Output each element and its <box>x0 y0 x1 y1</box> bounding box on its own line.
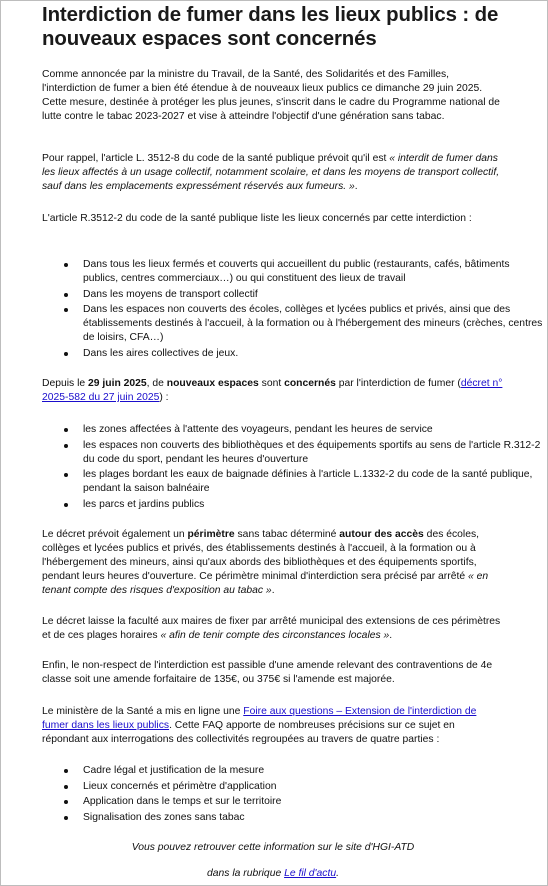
footer-line-2 <box>42 867 504 881</box>
amende-paragraph: Enfin, le non-respect de l'interdiction est passible d'une amende relevant des contraventions de 4e classe soit une amende forfaitaire de 135€, ou 375€ si l'amende est majorée. <box>42 660 493 685</box>
depuis-nouveaux: nouveaux espaces <box>166 378 259 389</box>
decret-perimetre: périmètre <box>187 529 235 540</box>
rappel-suffix: . <box>354 181 358 192</box>
depuis-text: par l'interdiction de fumer ( <box>335 378 461 389</box>
list-item: les zones affectées à l'attente des voyageurs, pendant les heures de service <box>83 423 545 437</box>
list-item: les plages bordant les eaux de baignade définies à l'article L.1332-2 du code de la santé publique, pendant la saison balnéaire <box>83 468 545 496</box>
list-item: Dans les aires collectives de jeux. <box>83 347 545 361</box>
parties-list <box>42 764 545 826</box>
decret-paragraph <box>42 528 504 598</box>
intro-paragraph: Comme annoncée par la ministre du Travail, de la Santé, des Solidarités et des Familles, l'interdiction de fumer a bien été étendue à de nouveaux lieux publics ce dimanche 29 juin 2025. Cette mesure, destinée à protéger les plus jeunes, s'inscrit dans le cadre du Programme national de lutte contre le tabac 2023-2027 et vise à atteindre l'objectif d'une génération sans tabac. <box>42 69 500 122</box>
faq-paragraph <box>42 705 504 747</box>
list-item: Lieux concernés et périmètre d'application <box>83 780 545 794</box>
rappel-quote: « interdit de fumer dans les lieux affectés à un usage collectif, notamment scolaire, et dans les moyens de transport collectif, sauf dans les emplacements expressément réservés aux fumeurs. » <box>42 153 500 192</box>
lieux-list <box>42 258 545 362</box>
nouveaux-lieux-list <box>42 423 545 513</box>
decret-text: sans tabac déterminé <box>234 529 340 540</box>
maires-text: . <box>389 630 393 641</box>
faq-link[interactable]: Foire aux questions – Extension de l'interdiction de fumer dans les lieux publics <box>42 706 477 731</box>
decret-quote: « en tenant compte des risques d'exposition au tabac » <box>42 571 489 596</box>
list-item: Dans les espaces non couverts des écoles, collèges et lycées publics et privés, ainsi que des établissements destinés à l'accueil, à la formation ou à l'hébergement des mineurs (crèches, centres de loisirs, CFA…) <box>83 303 545 345</box>
footer-line-1: Vous pouvez retrouver cette information sur le site d'HGI-ATD <box>131 842 415 853</box>
rappel-paragraph <box>42 152 504 194</box>
fil-actu-link[interactable]: Le fil d'actu <box>284 868 337 879</box>
depuis-paragraph <box>42 377 504 405</box>
article-r-paragraph: L'article R.3512-2 du code de la santé publique liste les lieux concernés par cette interdiction : <box>42 213 472 224</box>
list-item: Cadre légal et justification de la mesure <box>83 764 545 778</box>
article <box>42 0 543 879</box>
decret-link[interactable]: décret n° 2025-582 du 27 juin 2025 <box>42 378 503 403</box>
depuis-text: Depuis le <box>42 378 88 389</box>
depuis-text: , de <box>146 378 167 389</box>
depuis-text: ) : <box>159 392 169 403</box>
depuis-text: sont <box>258 378 285 389</box>
decret-text: des écoles, collèges et lycées publics et privés, des établissements destinés à l'accueil, à la formation ou à l'hébergement des mineurs, ainsi qu'aux abords des bibliothèques et des équipements sportifs, pendant leurs heures d'ouverture. Ce périmètre minimal d'interdiction sera précisé par arrêté <box>42 529 480 582</box>
maires-paragraph <box>42 615 504 643</box>
decret-text: Le décret prévoit également un <box>42 529 188 540</box>
decret-text: . <box>271 585 275 596</box>
decret-acces: autour des accès <box>339 529 424 540</box>
page-title: Interdiction de fumer dans les lieux publics : de nouveaux espaces sont concernés <box>42 4 499 50</box>
footer-text: dans la rubrique <box>207 868 285 879</box>
faq-text: . Cette FAQ apporte de nombreuses précisions sur ce sujet en répondant aux interrogations des collectivités regroupées au travers de quatre parties : <box>42 720 455 745</box>
rappel-prefix: Pour rappel, l'article L. 3512-8 du code de la santé publique prévoit qu'il est <box>42 153 390 164</box>
maires-quote: « afin de tenir compte des circonstances locales » <box>160 630 390 641</box>
list-item: Dans tous les lieux fermés et couverts qui accueillent du public (restaurants, cafés, bâtiments publics, centres commerciaux…) ou qui constituent des lieux de travail <box>83 258 545 286</box>
depuis-concernes: concernés <box>284 378 336 389</box>
list-item: les parcs et jardins publics <box>83 498 545 512</box>
faq-text: Le ministère de la Santé a mis en ligne une <box>42 706 244 717</box>
depuis-date: 29 juin 2025 <box>88 378 147 389</box>
footer-text: . <box>336 868 339 879</box>
list-item: Signalisation des zones sans tabac <box>83 811 545 825</box>
maires-text: Le décret laisse la faculté aux maires de fixer par arrêté municipal des extensions de ces périmètres et de ces plages horaires <box>42 616 501 641</box>
list-item: les espaces non couverts des bibliothèques et des équipements sportifs au sens de l'article R.312-2 du code du sport, pendant les heures d'ouverture <box>83 439 545 467</box>
list-item: Application dans le temps et sur le territoire <box>83 795 545 809</box>
list-item: Dans les moyens de transport collectif <box>83 288 545 302</box>
